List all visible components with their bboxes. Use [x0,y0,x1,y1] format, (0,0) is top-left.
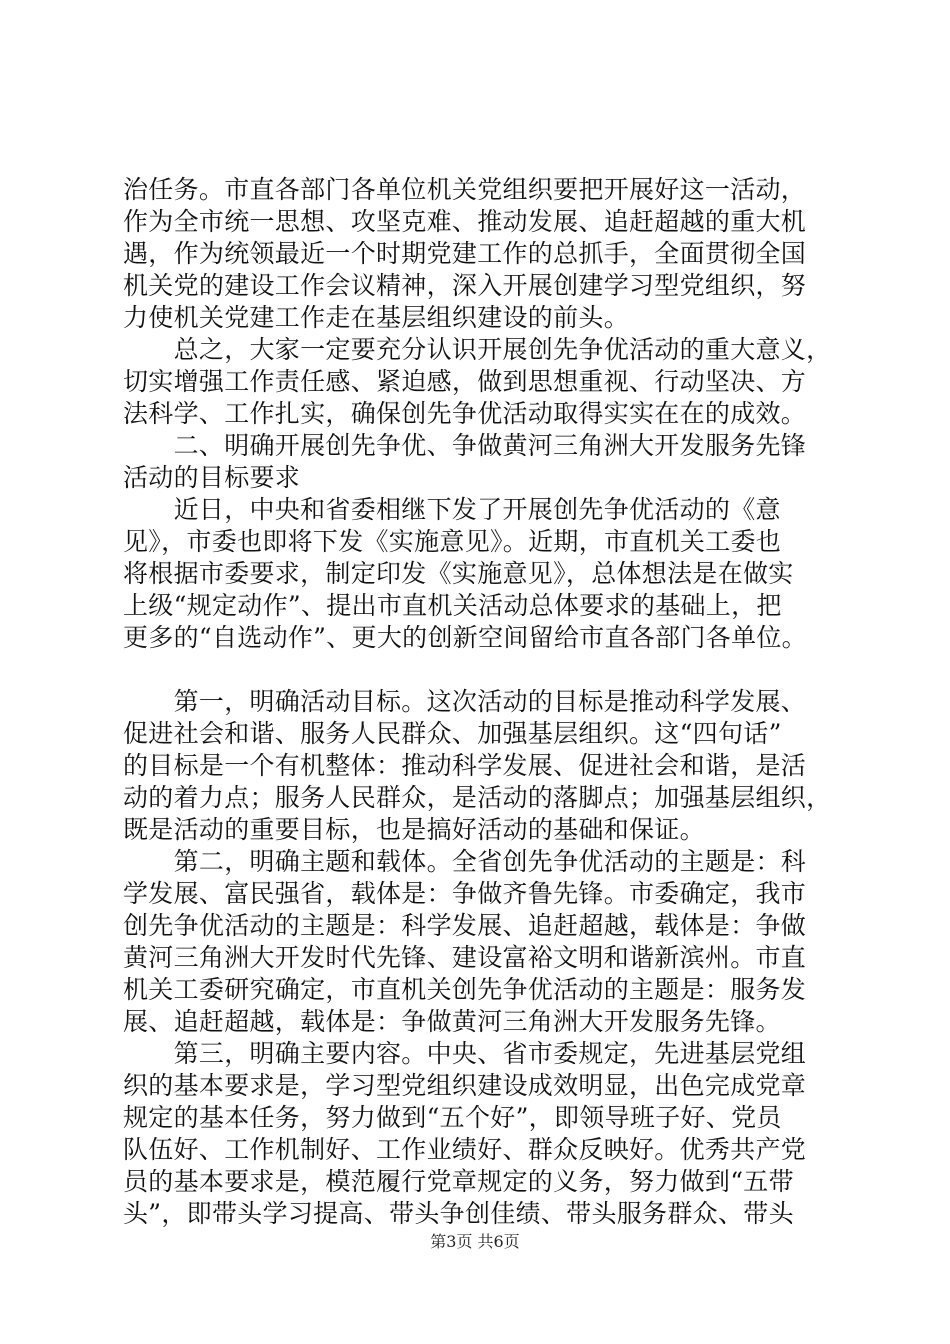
text-block-1 [123,174,853,654]
text-line: 头”，即带头学习提高、带头争创佳绩、带头服务群众、带头 [123,1199,794,1228]
text-line: 作为全市统一思想、攻坚克难、推动发展、追赶超越的重大机 [123,207,807,236]
page-footer: 第3页 共6页 [430,1232,520,1251]
text-block-2 [123,686,853,1230]
text-line: 近日，中央和省委相继下发了开展创先争优活动的《意 [123,495,781,524]
text-line: 动的着力点；服务人民群众，是活动的落脚点；加强基层组织， [123,783,832,812]
text-line: 第二，明确主题和载体。全省创先争优活动的主题是：科 [123,847,807,876]
text-line: 遇，作为统领最近一个时期党建工作的总抓手，全面贯彻全国 [123,239,807,268]
paragraph-gap [123,654,853,686]
text-line: 规定的基本任务，努力做到“五个好”，即领导班子好、党员 [123,1103,782,1132]
text-line: 切实增强工作责任感、紧迫感，做到思想重视、行动坚决、方 [123,367,807,396]
text-line: 机关党的建设工作会议精神，深入开展创建学习型党组织，努 [123,271,807,300]
text-line: 学发展、富民强省，载体是：争做齐鲁先锋。市委确定，我市 [123,879,807,908]
text-line: 黄河三角洲大开发时代先锋、建设富裕文明和谐新滨州。市直 [123,943,807,972]
text-line: 展、追赶超越，载体是：争做黄河三角洲大开发服务先锋。 [123,1007,781,1036]
text-line: 见》，市委也即将下发《实施意见》。近期，市直机关工委也 [123,527,782,556]
document-body [123,174,853,1230]
text-line: 法科学、工作扎实，确保创先争优活动取得实实在在的成效。 [123,399,807,428]
text-line: 既是活动的重要目标，也是搞好活动的基础和保证。 [123,815,705,844]
text-line: 织的基本要求是，学习型党组织建设成效明显，出色完成党章 [123,1071,807,1100]
text-line: 上级“规定动作”、提出市直机关活动总体要求的基础上，把 [123,591,782,620]
text-line: 更多的“自选动作”、更大的创新空间留给市直各部门各单位。 [123,623,807,652]
text-line: 促进社会和谐、服务人民群众、加强基层组织。这“四句话” [123,719,782,748]
text-line: 第一，明确活动目标。这次活动的目标是推动科学发展、 [123,687,807,716]
text-line: 总之，大家一定要充分认识开展创先争优活动的重大意义， [123,335,832,364]
text-line: 队伍好、工作机制好、工作业绩好、群众反映好。优秀共产党 [123,1135,807,1164]
text-line: 二、明确开展创先争优、争做黄河三角洲大开发服务先锋 [123,431,807,460]
text-line: 机关工委研究确定，市直机关创先争优活动的主题是：服务发 [123,975,807,1004]
text-line: 活动的目标要求 [123,463,301,492]
text-line: 的目标是一个有机整体：推动科学发展、促进社会和谐，是活 [123,751,807,780]
text-line: 员的基本要求是，模范履行党章规定的义务，努力做到“五带 [123,1167,794,1196]
text-line: 第三，明确主要内容。中央、省市委规定，先进基层党组 [123,1039,807,1068]
text-line: 创先争优活动的主题是：科学发展、追赶超越，载体是：争做 [123,911,807,940]
text-line: 力使机关党建工作走在基层组织建设的前头。 [123,303,630,332]
text-line: 治任务。市直各部门各单位机关党组织要把开展好这一活动， [123,175,807,204]
text-line: 将根据市委要求，制定印发《实施意见》，总体想法是在做实 [123,559,794,588]
